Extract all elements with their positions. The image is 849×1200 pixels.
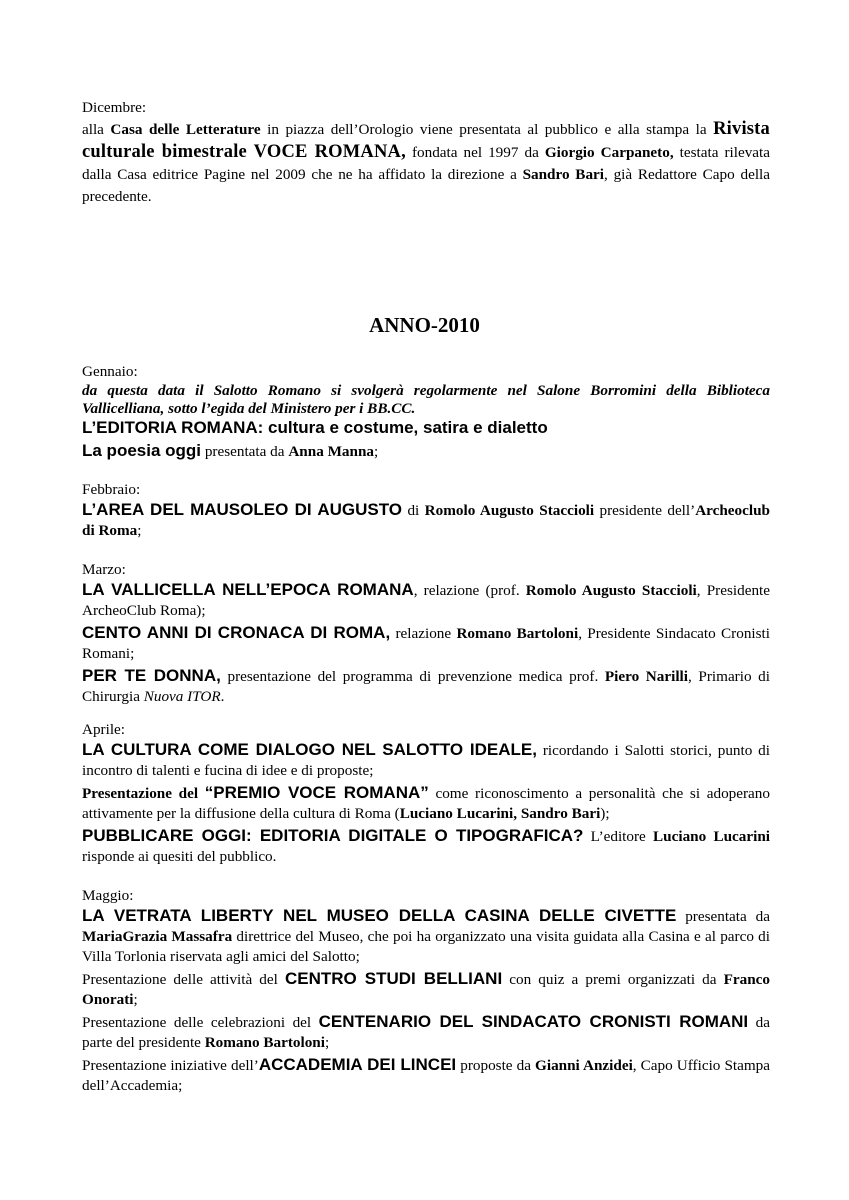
text: ricordando i Salotti storici, punto di incontro di talenti e fucina di idee e di proposte; bbox=[82, 742, 770, 779]
text: di bbox=[402, 502, 425, 519]
text: ; bbox=[133, 991, 138, 1008]
text: ; bbox=[374, 443, 379, 460]
person-name: Piero Narilli bbox=[604, 668, 688, 685]
entry-vetrata-liberty bbox=[82, 906, 770, 967]
text: ); bbox=[600, 805, 610, 822]
entry-centro-studi-belliani bbox=[82, 969, 770, 1010]
entry-premio-voce-romana bbox=[82, 783, 770, 824]
entry-per-te-donna bbox=[82, 666, 770, 707]
section-dicembre bbox=[82, 98, 770, 208]
text: . bbox=[220, 688, 225, 705]
entry-centenario-sindacato bbox=[82, 1012, 770, 1053]
year-heading: ANNO-2010 bbox=[369, 313, 480, 337]
text: presentata da bbox=[676, 908, 770, 925]
month-label-maggio: Maggio: bbox=[82, 887, 134, 904]
month-label-febbraio: Febbraio: bbox=[82, 481, 141, 498]
person-name: Franco Onorati bbox=[82, 971, 770, 1008]
event-title: LA VALLICELLA NELL’EPOCA ROMANA bbox=[82, 580, 414, 599]
event-title: La poesia oggi bbox=[82, 441, 202, 460]
entry-cento-anni-cronaca bbox=[82, 623, 770, 664]
entry-cultura-come-dialogo bbox=[82, 740, 770, 781]
section-maggio bbox=[82, 886, 770, 1096]
text: , Primario di Chirurgia bbox=[82, 668, 770, 705]
person-name: MariaGrazia Massafra bbox=[82, 928, 233, 945]
text: , Capo Ufficio Stampa dell’Accademia; bbox=[82, 1057, 771, 1094]
director-name: Sandro Bari bbox=[522, 166, 604, 183]
month-label-marzo: Marzo: bbox=[82, 561, 126, 578]
person-name: Luciano Lucarini, Sandro Bari bbox=[399, 805, 601, 822]
event-title: PUBBLICARE OGGI: EDITORIA DIGITALE O TIPOGRAFICA? bbox=[82, 826, 584, 845]
text: con quiz a premi organizzati da bbox=[502, 971, 724, 988]
text: , Presidente ArcheoClub Roma); bbox=[82, 582, 770, 619]
section-gennaio bbox=[82, 362, 770, 462]
entry-mausoleo-augusto bbox=[82, 500, 770, 541]
month-label-aprile: Aprile: bbox=[82, 721, 126, 738]
text: ; bbox=[324, 1034, 330, 1051]
text: presentata da bbox=[201, 443, 289, 460]
text: direttrice del Museo, che poi ha organizzato una visita guidata alla Casina e al parco di Villa Torlonia riservata agli amici del Salotto; bbox=[82, 928, 770, 965]
founder-name: Giorgio Carpaneto, bbox=[544, 144, 674, 161]
text: risponde ai quesiti del pubblico. bbox=[82, 848, 277, 865]
text: proposte da bbox=[456, 1057, 536, 1074]
venue-name: Casa delle Letterature bbox=[110, 121, 261, 138]
person-name: Gianni Anzidei bbox=[535, 1057, 633, 1074]
entry-accademia-lincei bbox=[82, 1055, 770, 1096]
note-vallicelliana: da questa data il Salotto Romano si svolgerà regolarmente nel Salone Borromini della Biblioteca Vallicelliana, sotto l’egida del Ministero per i BB.CC. bbox=[82, 382, 770, 417]
text: relazione bbox=[390, 625, 457, 642]
event-title: LA VETRATA LIBERTY NEL MUSEO DELLA CASINA DELLE CIVETTE bbox=[82, 906, 677, 925]
event-title: L’AREA DEL MAUSOLEO DI AUGUSTO bbox=[82, 500, 403, 519]
event-title: CENTO ANNI DI CRONACA DI ROMA, bbox=[82, 623, 391, 642]
organization-name: Archeoclub di Roma bbox=[82, 502, 770, 539]
section-marzo bbox=[82, 560, 770, 707]
text: presentazione del programma di prevenzione medica prof. bbox=[220, 668, 605, 685]
text: ; bbox=[137, 522, 142, 539]
text: presidente dell’ bbox=[594, 502, 696, 519]
person-name: Romolo Augusto Staccioli bbox=[525, 582, 697, 599]
event-title: “PREMIO VOCE ROMANA” bbox=[204, 783, 429, 802]
text: da parte del presidente bbox=[82, 1014, 770, 1051]
entry-editoria-romana bbox=[82, 418, 770, 439]
person-name: Romano Bartoloni bbox=[456, 625, 579, 642]
text: Presentazione iniziative dell’ bbox=[82, 1057, 259, 1074]
section-aprile bbox=[82, 720, 770, 867]
text: testata rilevata dalla Casa editrice Pagine nel 2009 che ne ha affidato la direzione a bbox=[82, 144, 771, 183]
person-name: Romano Bartoloni bbox=[204, 1034, 325, 1051]
event-title: L’EDITORIA ROMANA: cultura e costume, satira e dialetto bbox=[82, 418, 548, 437]
magazine-title: Rivista culturale bimestrale VOCE ROMANA, bbox=[82, 119, 770, 162]
event-title: LA CULTURA COME DIALOGO NEL SALOTTO IDEALE, bbox=[82, 740, 537, 759]
person-name: Luciano Lucarini bbox=[653, 828, 771, 845]
text: , relazione (prof. bbox=[413, 582, 526, 599]
event-title: ACCADEMIA DEI LINCEI bbox=[258, 1055, 457, 1074]
section-febbraio bbox=[82, 480, 770, 541]
paragraph-voce-romana bbox=[82, 118, 770, 208]
month-label-dicembre: Dicembre: bbox=[82, 99, 147, 116]
text: Presentazione delle celebrazioni del bbox=[82, 1014, 319, 1031]
entry-vallicella-epoca-romana bbox=[82, 580, 770, 621]
text: L’editore bbox=[583, 828, 654, 845]
event-title: PER TE DONNA, bbox=[82, 666, 221, 685]
person-name: Romolo Augusto Staccioli bbox=[424, 502, 595, 519]
person-name: Anna Manna bbox=[288, 443, 374, 460]
event-title: CENTRO STUDI BELLIANI bbox=[284, 969, 503, 988]
entry-poesia-oggi bbox=[82, 441, 770, 462]
text: già Redattore Capo della precedente. bbox=[82, 166, 770, 205]
text: in piazza dell’Orologio viene presentata al pubblico e alla stampa la bbox=[260, 121, 707, 138]
text: Presentazione del bbox=[82, 785, 205, 802]
text: alla bbox=[82, 121, 111, 138]
event-title: CENTENARIO DEL SINDACATO CRONISTI ROMANI bbox=[318, 1012, 749, 1031]
month-label-gennaio: Gennaio: bbox=[82, 363, 138, 380]
text: Presentazione delle attività del bbox=[82, 971, 285, 988]
entry-pubblicare-oggi bbox=[82, 826, 770, 867]
text: , Presidente Sindacato Cronisti Romani; bbox=[82, 625, 770, 662]
organization-name: Nuova ITOR bbox=[143, 688, 221, 705]
text: fondata nel 1997 da bbox=[405, 144, 545, 161]
text: come riconoscimento a personalità che si adoperano attivamente per la diffusione della cultura di Roma ( bbox=[82, 785, 770, 822]
text: , bbox=[604, 166, 608, 183]
